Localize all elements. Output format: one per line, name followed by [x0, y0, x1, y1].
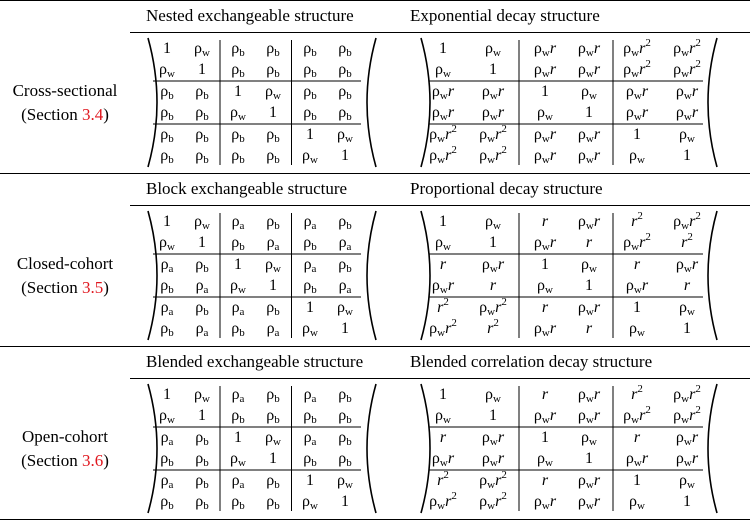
- matrix-entry: $\rho_wr^2$: [673, 36, 701, 59]
- matrix-entry: $\rho_wr$: [481, 428, 505, 448]
- structure-title: Blended correlation decay structure: [410, 352, 653, 371]
- matrix-entry: $\rho_wr$: [577, 39, 601, 59]
- matrix-entry: $\rho_b$: [303, 104, 317, 124]
- matrix-entry: 1: [269, 277, 277, 295]
- matrix-entry: $\rho_w$: [537, 104, 553, 124]
- matrix-entry: $\rho_a$: [231, 298, 245, 318]
- matrix-entry: $\rho_w$: [629, 320, 645, 340]
- matrix-entry: 1: [489, 407, 497, 425]
- section-ref-link[interactable]: 3.4: [81, 105, 104, 124]
- matrix-entry: $\rho_b$: [231, 39, 245, 59]
- matrix-entry: $\rho_wr^2$: [673, 382, 701, 405]
- matrix-entry: $r^2$: [437, 468, 449, 489]
- matrix-entry: $\rho_b$: [338, 61, 352, 81]
- table-bottom-rule: [0, 519, 750, 520]
- matrix-entry: 1: [163, 39, 171, 57]
- matrix-entry: $\rho_b$: [160, 450, 174, 470]
- matrix-entry: 1: [234, 82, 242, 100]
- matrix-entry: $\rho_b$: [303, 407, 317, 427]
- matrix-entry: $\rho_wr$: [625, 104, 649, 124]
- matrix-entry: $\rho_b$: [195, 104, 209, 124]
- matrix-entry: $\rho_wr$: [533, 407, 557, 427]
- matrix-entry: r: [683, 277, 691, 295]
- row-label-section: (Section 3.6): [21, 451, 109, 470]
- matrix-entry: 1: [633, 471, 641, 489]
- matrix-entry: $\rho_a$: [266, 320, 280, 340]
- matrix-entry: $\rho_w$: [159, 234, 175, 254]
- correlation-matrix: [413, 209, 725, 342]
- matrix-entry: $\rho_w$: [485, 212, 501, 232]
- matrix-entry: $\rho_wr$: [533, 320, 557, 340]
- matrix-entry: $\rho_a$: [266, 234, 280, 254]
- matrix-entry: $\rho_w$: [435, 407, 451, 427]
- matrix-entry: 1: [163, 212, 171, 230]
- matrix-entry: $\rho_wr^2$: [623, 231, 651, 254]
- matrix-entry: $\rho_w$: [337, 125, 353, 145]
- matrix-entry: $\rho_b$: [160, 277, 174, 297]
- matrix-entry: r: [541, 385, 549, 403]
- matrix-entry: $\rho_wr^2$: [623, 36, 651, 59]
- matrix-entry: 1: [633, 125, 641, 143]
- matrix-entry: $\rho_w$: [581, 255, 597, 275]
- matrix-entry: $\rho_wr$: [533, 147, 557, 167]
- left-paren: [148, 384, 157, 513]
- matrix-entry: $\rho_wr$: [431, 82, 455, 102]
- correlation-matrix: [413, 382, 725, 515]
- matrix-entry: $\rho_a$: [195, 277, 209, 297]
- header-rule-1: [130, 32, 750, 33]
- matrix-entry: $\rho_wr^2$: [673, 209, 701, 232]
- matrix-entry: $\rho_w$: [194, 212, 210, 232]
- matrix-entry: r: [585, 234, 593, 252]
- matrix-entry: $\rho_a$: [303, 255, 317, 275]
- matrix-entry: 1: [489, 234, 497, 252]
- matrix-entry: 1: [489, 61, 497, 79]
- matrix-entry: $\rho_b$: [266, 407, 280, 427]
- matrix-entry: $\rho_wr$: [431, 450, 455, 470]
- row-label-title: Open-cohort: [22, 427, 108, 446]
- matrix-entry: $\rho_wr^2$: [479, 468, 507, 491]
- matrix-entry: $\rho_wr$: [431, 277, 455, 297]
- matrix-entry: $\rho_wr$: [675, 450, 699, 470]
- matrix-entry: 1: [683, 147, 691, 165]
- matrix-entry: $\rho_wr$: [481, 450, 505, 470]
- matrix-entry: $r^2$: [487, 317, 499, 338]
- matrix-entry: $\rho_wr$: [481, 82, 505, 102]
- matrix-entry: $\rho_wr$: [577, 147, 601, 167]
- matrix-entry: $\rho_b$: [266, 212, 280, 232]
- left-paren: [148, 211, 157, 340]
- right-paren: [708, 384, 717, 513]
- matrix-entry: $\rho_w$: [159, 407, 175, 427]
- matrix-entry: $\rho_w$: [629, 493, 645, 513]
- matrix-entry: 1: [439, 212, 447, 230]
- matrix-entry: 1: [439, 39, 447, 57]
- correlation-matrix: [140, 36, 384, 169]
- correlation-matrix: [140, 382, 384, 515]
- matrix-entry: $\rho_b$: [195, 471, 209, 491]
- matrix-entry: $\rho_a$: [338, 277, 352, 297]
- matrix-entry: $\rho_w$: [194, 39, 210, 59]
- section-ref-link[interactable]: 3.6: [81, 451, 104, 470]
- matrix-entry: $\rho_b$: [266, 385, 280, 405]
- matrix-entry: r: [439, 255, 447, 273]
- matrix-entry: $\rho_wr^2$: [673, 58, 701, 81]
- matrix-entry: 1: [439, 385, 447, 403]
- right-paren: [708, 211, 717, 340]
- matrix-entry: $\rho_b$: [231, 320, 245, 340]
- matrix-entry: $\rho_b$: [338, 407, 352, 427]
- matrix-entry: 1: [341, 320, 349, 338]
- structure-title: Exponential decay structure: [410, 6, 600, 25]
- matrix-entry: r: [541, 212, 549, 230]
- matrix-entry: 1: [541, 82, 549, 100]
- matrix-entry: $\rho_w$: [679, 125, 695, 145]
- matrix-entry: $r^2$: [631, 382, 643, 403]
- matrix-entry: $\rho_a$: [160, 255, 174, 275]
- matrix-entry: $\rho_a$: [303, 212, 317, 232]
- matrix-entry: 1: [541, 255, 549, 273]
- matrix-entry: 1: [341, 147, 349, 165]
- matrix-entry: $\rho_b$: [338, 428, 352, 448]
- matrix-entry: $\rho_b$: [231, 234, 245, 254]
- matrix-entry: $\rho_b$: [338, 39, 352, 59]
- matrix-entry: $\rho_wr^2$: [429, 490, 457, 513]
- matrix-entry: $\rho_w$: [265, 428, 281, 448]
- matrix-entry: $\rho_b$: [160, 125, 174, 145]
- matrix-entry: $\rho_b$: [303, 39, 317, 59]
- matrix-entry: $\rho_wr$: [577, 385, 601, 405]
- matrix-entry: $\rho_w$: [581, 428, 597, 448]
- matrix-entry: $\rho_b$: [195, 298, 209, 318]
- correlation-matrix: [413, 36, 725, 169]
- matrix-entry: 1: [541, 428, 549, 446]
- matrix-entry: 1: [269, 104, 277, 122]
- matrix-entry: $\rho_w$: [337, 298, 353, 318]
- matrix-entry: $\rho_wr^2$: [623, 404, 651, 427]
- matrix-entry: $\rho_wr^2$: [479, 295, 507, 318]
- matrix-entry: 1: [198, 407, 206, 425]
- matrix-entry: $\rho_b$: [303, 82, 317, 102]
- matrix-entry: $\rho_b$: [303, 61, 317, 81]
- matrix-entry: 1: [306, 125, 314, 143]
- matrix-entry: $\rho_wr$: [577, 493, 601, 513]
- header-rule-2: [130, 205, 750, 206]
- row-divider-2: [0, 346, 750, 347]
- matrix-entry: $\rho_b$: [195, 147, 209, 167]
- matrix-entry: $\rho_wr$: [625, 277, 649, 297]
- matrix-entry: $\rho_b$: [231, 493, 245, 513]
- matrix-entry: $\rho_a$: [160, 471, 174, 491]
- matrix-entry: $\rho_wr$: [533, 39, 557, 59]
- matrix-entry: $\rho_b$: [231, 61, 245, 81]
- matrix-entry: 1: [234, 255, 242, 273]
- matrix-entry: $\rho_b$: [160, 493, 174, 513]
- matrix-entry: $\rho_w$: [581, 82, 597, 102]
- matrix-entry: $\rho_w$: [265, 82, 281, 102]
- matrix-entry: $\rho_wr$: [533, 125, 557, 145]
- row-divider-1: [0, 173, 750, 174]
- matrix-entry: r: [439, 428, 447, 446]
- matrix-entry: $\rho_wr$: [675, 104, 699, 124]
- matrix-entry: $\rho_b$: [338, 450, 352, 470]
- matrix-entry: $\rho_a$: [231, 212, 245, 232]
- matrix-entry: $\rho_b$: [266, 39, 280, 59]
- matrix-entry: $\rho_a$: [231, 471, 245, 491]
- matrix-entry: r: [633, 428, 641, 446]
- matrix-entry: $\rho_a$: [160, 298, 174, 318]
- matrix-entry: $\rho_wr^2$: [479, 144, 507, 167]
- matrix-entry: $\rho_wr$: [625, 82, 649, 102]
- matrix-entry: $\rho_w$: [302, 493, 318, 513]
- matrix-entry: $\rho_wr$: [481, 104, 505, 124]
- matrix-entry: 1: [234, 428, 242, 446]
- right-paren: [708, 38, 717, 167]
- matrix-entry: $\rho_a$: [195, 320, 209, 340]
- matrix-entry: r: [541, 471, 549, 489]
- matrix-entry: 1: [163, 385, 171, 403]
- matrix-entry: 1: [585, 104, 593, 122]
- matrix-entry: $\rho_wr$: [577, 298, 601, 318]
- matrix-entry: $\rho_w$: [537, 277, 553, 297]
- matrix-entry: $\rho_b$: [338, 104, 352, 124]
- matrix-entry: 1: [341, 493, 349, 511]
- matrix-entry: $\rho_wr$: [577, 125, 601, 145]
- right-paren: [367, 211, 376, 340]
- matrix-entry: $\rho_b$: [160, 147, 174, 167]
- matrix-entry: $\rho_w$: [435, 61, 451, 81]
- matrix-entry: $r^2$: [681, 231, 693, 252]
- matrix-entry: $\rho_b$: [266, 147, 280, 167]
- matrix-entry: $\rho_w$: [679, 298, 695, 318]
- matrix-entry: $\rho_wr^2$: [429, 317, 457, 340]
- structure-title: Proportional decay structure: [410, 179, 603, 198]
- right-paren: [367, 384, 376, 513]
- matrix-entry: $\rho_wr$: [533, 61, 557, 81]
- matrix-entry: $\rho_wr^2$: [429, 144, 457, 167]
- matrix-entry: $\rho_wr^2$: [479, 490, 507, 513]
- section-ref-link[interactable]: 3.5: [81, 278, 104, 297]
- matrix-entry: $\rho_b$: [303, 277, 317, 297]
- row-label-title: Cross-sectional: [12, 81, 118, 100]
- left-paren: [148, 38, 157, 167]
- matrix-entry: $\rho_b$: [195, 428, 209, 448]
- matrix-entry: $\rho_wr$: [675, 82, 699, 102]
- matrix-entry: $r^2$: [437, 295, 449, 316]
- row-label-cross-sectional: [0, 79, 130, 127]
- matrix-entry: $\rho_w$: [435, 234, 451, 254]
- matrix-entry: $\rho_b$: [160, 82, 174, 102]
- matrix-entry: 1: [585, 450, 593, 468]
- matrix-entry: $\rho_b$: [195, 493, 209, 513]
- matrix-entry: $\rho_a$: [231, 385, 245, 405]
- matrix-entry: 1: [306, 471, 314, 489]
- matrix-entry: $\rho_b$: [266, 471, 280, 491]
- matrix-entry: $\rho_b$: [195, 82, 209, 102]
- matrix-entry: $\rho_a$: [160, 428, 174, 448]
- matrix-entry: $\rho_wr^2$: [429, 122, 457, 145]
- matrix-entry: $\rho_wr$: [577, 61, 601, 81]
- matrix-entry: $\rho_w$: [679, 471, 695, 491]
- matrix-entry: $\rho_b$: [303, 234, 317, 254]
- matrix-entry: $\rho_wr$: [577, 407, 601, 427]
- matrix-entry: $\rho_wr^2$: [623, 58, 651, 81]
- matrix-entry: $\rho_w$: [194, 385, 210, 405]
- matrix-entry: r: [585, 320, 593, 338]
- matrix-entry: $\rho_a$: [303, 385, 317, 405]
- matrix-entry: $\rho_w$: [230, 277, 246, 297]
- right-paren: [367, 38, 376, 167]
- matrix-entry: $\rho_b$: [338, 385, 352, 405]
- structure-title: Block exchangeable structure: [146, 179, 348, 198]
- matrix-entry: $\rho_wr$: [533, 493, 557, 513]
- matrix-entry: $\rho_b$: [160, 320, 174, 340]
- matrix-entry: $\rho_wr^2$: [479, 122, 507, 145]
- matrix-entry: $\rho_b$: [195, 125, 209, 145]
- matrix-entry: $r^2$: [631, 209, 643, 230]
- matrix-entry: $\rho_w$: [485, 385, 501, 405]
- matrix-entry: $\rho_w$: [537, 450, 553, 470]
- header-rule-3: [130, 378, 750, 379]
- table-top-rule: [0, 0, 750, 1]
- matrix-entry: $\rho_wr^2$: [673, 404, 701, 427]
- row-label-section: (Section 3.4): [21, 105, 109, 124]
- matrix-entry: 1: [585, 277, 593, 295]
- matrix-entry: $\rho_w$: [265, 255, 281, 275]
- correlation-matrix: [140, 209, 384, 342]
- matrix-entry: $\rho_wr$: [577, 471, 601, 491]
- matrix-entry: $\rho_w$: [302, 147, 318, 167]
- matrix-entry: $\rho_b$: [266, 298, 280, 318]
- matrix-entry: $\rho_b$: [338, 255, 352, 275]
- matrix-entry: $\rho_wr$: [577, 212, 601, 232]
- matrix-entry: $\rho_b$: [266, 493, 280, 513]
- matrix-entry: $\rho_wr$: [533, 234, 557, 254]
- matrix-entry: $\rho_b$: [195, 255, 209, 275]
- matrix-entry: $\rho_b$: [160, 104, 174, 124]
- matrix-entry: $\rho_w$: [337, 471, 353, 491]
- matrix-entry: $\rho_b$: [338, 82, 352, 102]
- matrix-entry: r: [489, 277, 497, 295]
- matrix-entry: $\rho_wr$: [675, 428, 699, 448]
- matrix-entry: 1: [683, 320, 691, 338]
- matrix-entry: $\rho_b$: [195, 450, 209, 470]
- matrix-entry: $\rho_w$: [230, 104, 246, 124]
- row-label-section: (Section 3.5): [21, 278, 109, 297]
- matrix-entry: $\rho_b$: [231, 407, 245, 427]
- structure-title: Blended exchangeable structure: [146, 352, 364, 371]
- matrix-entry: $\rho_b$: [303, 450, 317, 470]
- matrix-entry: 1: [306, 298, 314, 316]
- matrix-entry: $\rho_w$: [159, 61, 175, 81]
- matrix-entry: $\rho_b$: [266, 125, 280, 145]
- matrix-entry: $\rho_a$: [338, 234, 352, 254]
- matrix-entry: 1: [683, 493, 691, 511]
- matrix-entry: $\rho_wr$: [625, 450, 649, 470]
- matrix-entry: $\rho_b$: [266, 61, 280, 81]
- matrix-entry: $\rho_b$: [231, 147, 245, 167]
- matrix-entry: r: [633, 255, 641, 273]
- matrix-entry: 1: [269, 450, 277, 468]
- matrix-entry: r: [541, 298, 549, 316]
- matrix-entry: $\rho_a$: [303, 428, 317, 448]
- structure-title: Nested exchangeable structure: [146, 6, 354, 25]
- matrix-entry: 1: [198, 61, 206, 79]
- matrix-entry: $\rho_wr$: [481, 255, 505, 275]
- matrix-entry: $\rho_w$: [230, 450, 246, 470]
- matrix-entry: $\rho_b$: [338, 212, 352, 232]
- matrix-entry: 1: [198, 234, 206, 252]
- matrix-entry: $\rho_b$: [231, 125, 245, 145]
- matrix-entry: $\rho_w$: [629, 147, 645, 167]
- matrix-entry: $\rho_wr$: [675, 255, 699, 275]
- row-label-title: Closed-cohort: [16, 254, 114, 273]
- matrix-entry: $\rho_wr$: [431, 104, 455, 124]
- row-label-open-cohort: [0, 425, 130, 473]
- row-label-closed-cohort: [0, 252, 130, 300]
- matrix-entry: $\rho_w$: [302, 320, 318, 340]
- matrix-entry: 1: [633, 298, 641, 316]
- matrix-entry: $\rho_w$: [485, 39, 501, 59]
